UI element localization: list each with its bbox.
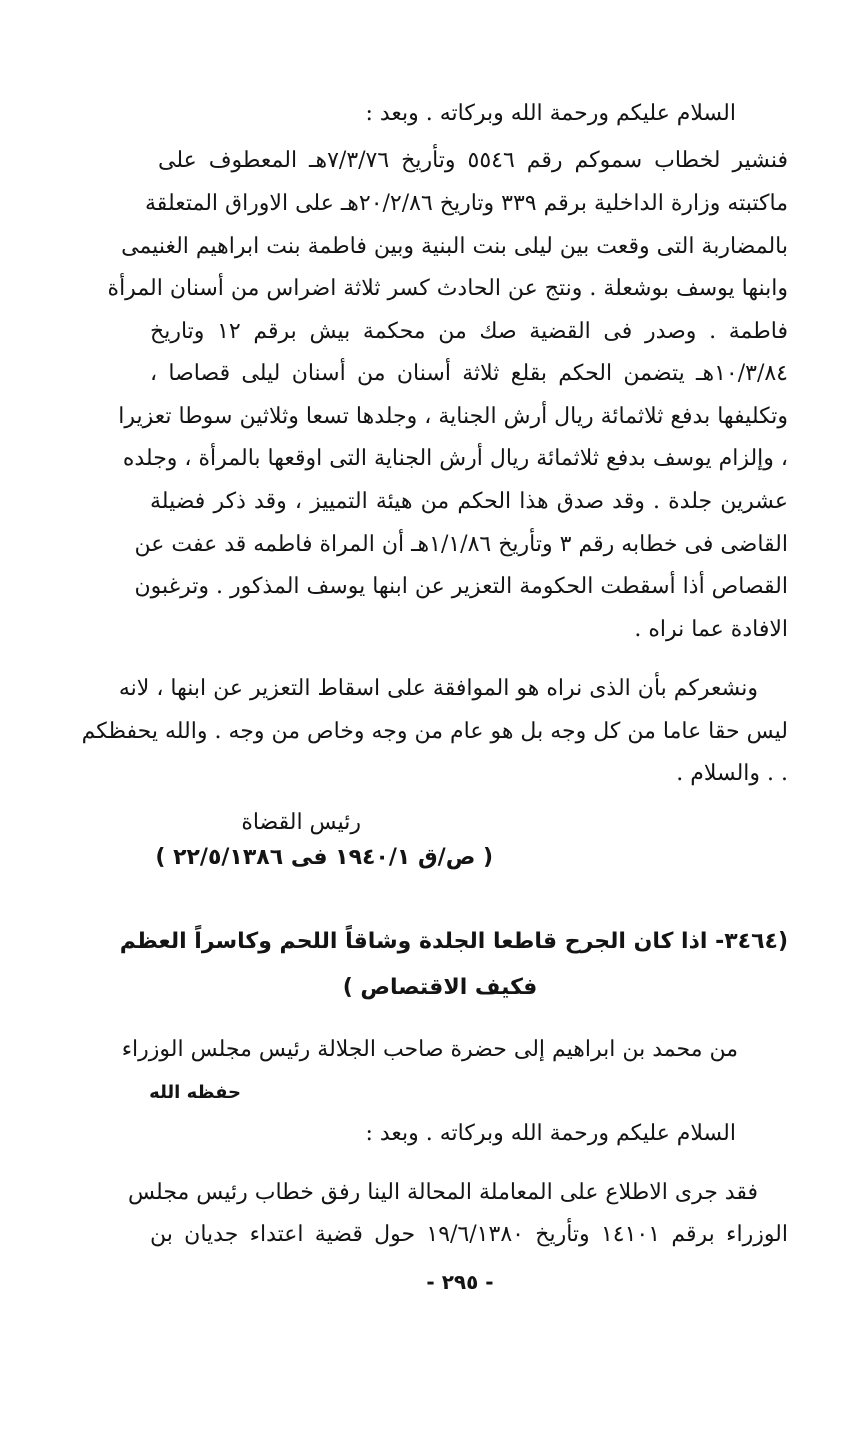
letter2-from-line: من محمد بن ابراهيم إلى حضرة صاحب الجلالة رئيس مجلس الوزراء <box>121 1037 738 1062</box>
letter1-body-line: القصاص أذا أسقطت الحكومة التعزير عن ابنها يوسف المذكور . وترغبون <box>134 574 788 599</box>
letter1-body-line: فنشير لخطاب سموكم رقم ٥٥٤٦ وتأريخ ٧/٣/٧٦هـ المعطوف على <box>158 148 788 173</box>
letter2-body-line: الوزراء برقم ١٤١٠١ وتأريخ ١٩/٦/١٣٨٠ حول قضية اعتداء جديان بن <box>150 1222 789 1247</box>
letter1-para2-line: ليس حقا عاما من كل وجه بل هو عام من وجه وخاص من وجه . والله يحفظكم <box>81 719 788 744</box>
letter1-greeting: السلام عليكم ورحمة الله وبركاته . وبعد : <box>365 101 736 126</box>
letter1-para2-last-line: . . والسلام . <box>676 761 788 786</box>
letter2-blessing: حفظه الله <box>149 1082 241 1103</box>
letter1-body-line: ، وإلزام يوسف بدفع ثلاثمائة ريال أرش الجناية التى اوقعها بالمرأة ، وجلده <box>122 446 788 471</box>
letter2-greeting: السلام عليكم ورحمة الله وبركاته . وبعد : <box>365 1121 736 1146</box>
letter1-body-line: عشرين جلدة . وقد صدق هذا الحكم من هيئة التمييز ، وقد ذكر فضيلة <box>150 489 788 514</box>
letter1-body-line: القاضى فى خطابه رقم ٣ وتأريخ ١/١/٨٦هـ أن المراة فاطمه قد عفت عن <box>134 532 788 557</box>
section-heading-continued: فكيف الاقتصاص ) <box>342 975 538 1000</box>
letter1-body-line: بالمضاربة التى وقعت بين ليلى بنت البنية وبين فاطمة بنت ابراهيم الغنيمى <box>121 234 788 259</box>
reference-number: ( ص/ق ١٩٤٠/١ فى ٢٢/٥/١٣٨٦ ) <box>155 845 493 870</box>
letter1-body-line: وابنها يوسف بوشعلة . ونتج عن الحادث كسر ثلاثة اضراس من أسنان المرأة <box>107 276 788 301</box>
letter1-body-line: ماكتبته وزارة الداخلية برقم ٣٣٩ وتاريخ ٢٠/٢/٨٦هـ على الاوراق المتعلقة <box>145 191 788 216</box>
letter1-body-last-line: الافادة عما نراه . <box>634 617 788 642</box>
letter1-body-line: ١٠/٣/٨٤هـ يتضمن الحكم بقلع ثلاثة أسنان من أسنان ليلى قصاصا ، <box>150 361 788 386</box>
signer-title: رئيس القضاة <box>241 810 361 835</box>
letter1-body-line: فاطمة . وصدر فى القضية صك من محكمة بيش برقم ١٢ وتاريخ <box>150 319 788 344</box>
letter2-body-line: فقد جرى الاطلاع على المعاملة المحالة الينا رفق خطاب رئيس مجلس <box>128 1180 758 1205</box>
page-number: - ٢٩٥ - <box>426 1270 494 1294</box>
section-heading: (٣٤٦٤- اذا كان الجرح قاطعا الجلدة وشاقاً اللحم وكاسراً العظم <box>119 929 788 954</box>
letter1-para2-line: ونشعركم بأن الذى نراه هو الموافقة على اسقاط التعزير عن ابنها ، لانه <box>118 676 758 701</box>
letter1-body-line: وتكليفها بدفع ثلاثمائة ريال أرش الجناية ، وجلدها تسعا وثلاثين سوطا تعزيرا <box>118 404 788 429</box>
